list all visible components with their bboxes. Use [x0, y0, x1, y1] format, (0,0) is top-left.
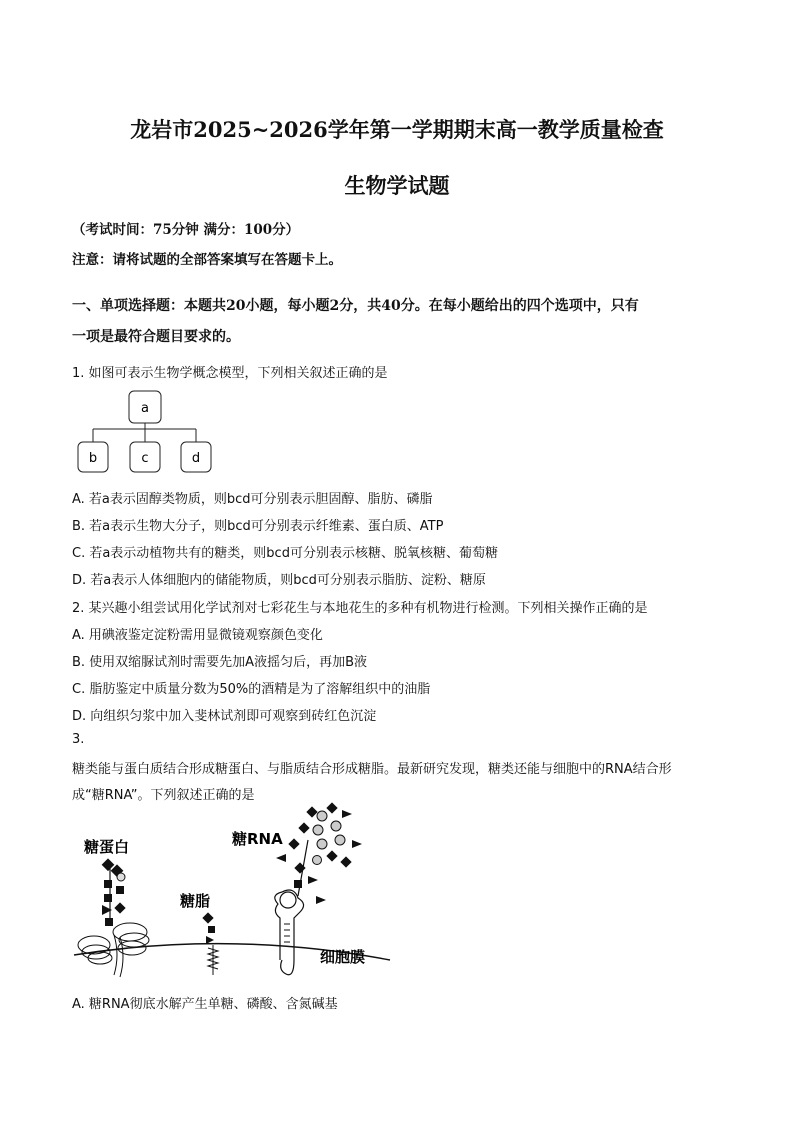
- glycoconjugate-figure: [72, 800, 392, 990]
- glycoprotein-label: 糖蛋白: [84, 838, 130, 856]
- question-2-option-c: C. 脂肪鉴定中质量分数为50%的酒精是为了溶解组织中的油脂: [72, 682, 431, 697]
- glycoprotein-sugar-chain: [102, 858, 126, 926]
- question-3-number: 3.: [72, 732, 85, 747]
- glycolipid-label: 糖脂: [180, 892, 211, 910]
- glycorna-label: 糖RNA: [232, 830, 283, 848]
- question-1-option-c: C. 若a表示动植物共有的糖类，则bcd可分别表示核糖、脱氧核糖、葡萄糖: [72, 546, 498, 561]
- exam-info: （考试时间：75分钟 满分：100分）: [72, 222, 300, 238]
- concept-node-b-label: b: [88, 451, 98, 466]
- notice: 注意：请将试题的全部答案填写在答题卡上。: [72, 252, 342, 268]
- question-1-option-a: A. 若a表示固醇类物质，则bcd可分别表示胆固醇、脂肪、磷脂: [72, 492, 433, 507]
- concept-node-d-label: d: [191, 451, 201, 466]
- question-1-option-d: D. 若a表示人体细胞内的储能物质，则bcd可分别表示脂肪、淀粉、糖原: [72, 573, 486, 588]
- question-2-option-d: D. 向组织匀浆中加入斐林试剂即可观察到砖红色沉淀: [72, 709, 377, 724]
- question-2-stem: 2. 某兴趣小组尝试用化学试剂对七彩花生与本地花生的多种有机物进行检测。下列相关操作正确的是: [72, 601, 648, 616]
- concept-model-diagram: [72, 388, 222, 478]
- concept-node-a-label: a: [141, 401, 149, 416]
- question-3-option-a: A. 糖RNA彻底水解产生单糖、磷酸、含氮碱基: [72, 997, 338, 1012]
- exam-title: 龙岩市2025~2026学年第一学期期末高一教学质量检查: [130, 117, 664, 142]
- question-1-stem: 1. 如图可表示生物学概念模型，下列相关叙述正确的是: [72, 366, 388, 381]
- question-3-stem-line1: 糖类能与蛋白质结合形成糖蛋白、与脂质结合形成糖脂。最新研究发现，糖类还能与细胞中的RNA结合形: [72, 762, 672, 777]
- section-heading-line1: 一、单项选择题：本题共20小题，每小题2分，共40分。在每小题给出的四个选项中，只有: [72, 298, 639, 314]
- cell-membrane-label: 细胞膜: [320, 948, 366, 966]
- question-3-stem-line2: 成“糖RNA”。下列叙述正确的是: [72, 788, 255, 803]
- question-2-option-a: A. 用碘液鉴定淀粉需用显微镜观察颜色变化: [72, 628, 323, 643]
- exam-subtitle: 生物学试题: [344, 173, 450, 198]
- question-2-option-b: B. 使用双缩脲试剂时需要先加A液摇匀后，再加B液: [72, 655, 367, 670]
- question-1-option-b: B. 若a表示生物大分子，则bcd可分别表示纤维素、蛋白质、ATP: [72, 519, 444, 534]
- section-heading-line2: 一项是最符合题目要求的。: [72, 329, 240, 345]
- concept-node-c-label: c: [141, 451, 149, 466]
